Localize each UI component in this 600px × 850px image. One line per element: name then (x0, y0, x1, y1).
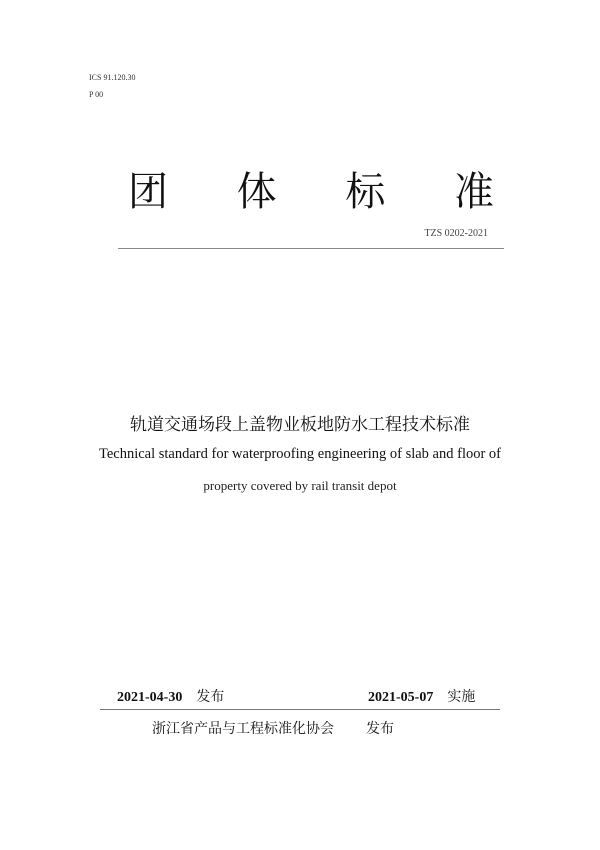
publisher-name: 浙江省产品与工程标准化协会 (152, 721, 334, 737)
issue-date: 2021-04-30 (117, 690, 183, 705)
standard-type-char: 标 (345, 168, 386, 215)
implement-label: 实施 (447, 689, 476, 705)
implement-date: 2021-05-07 (368, 690, 434, 705)
document-title-chinese: 轨道交通场段上盖物业板地防水工程技术标准 (130, 415, 470, 435)
implement-date-block (368, 686, 475, 706)
footer-divider (100, 709, 500, 710)
issue-label: 发布 (196, 689, 225, 705)
document-title-english-line1: Technical standard for waterproofing engineering of slab and floor of (98, 446, 501, 462)
standard-number: TZS 0202-2021 (424, 228, 488, 239)
standard-type-char: 准 (453, 168, 494, 215)
publisher-block (152, 718, 394, 738)
standard-type-char: 团 (128, 168, 168, 215)
issue-date-block (117, 686, 224, 706)
ics-code: ICS 91.120.30 (89, 73, 136, 82)
standard-type-char: 体 (236, 168, 277, 215)
document-title-english-line2: property covered by rail transit depot (203, 478, 397, 493)
ccs-code: P 00 (89, 90, 104, 99)
standard-type-title (128, 160, 494, 216)
header-divider (118, 248, 504, 249)
publisher-label: 发布 (366, 721, 394, 737)
